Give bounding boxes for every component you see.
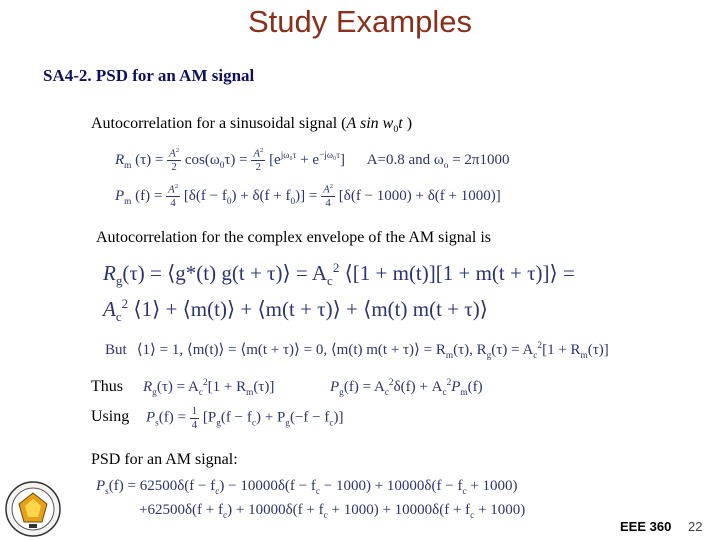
autocorr-sine-expr: A sin w [346, 115, 394, 132]
using-label: Using [91, 408, 130, 425]
eq2-body1: [δ(f − f [183, 188, 227, 205]
eq7-c-sub2: c [442, 388, 447, 398]
eq8-lhs: P [146, 409, 156, 426]
eq4-tail: ⟨1⟩ + ⟨m(t)⟩ + ⟨m(t + τ)⟩ + ⟨m(t) m(t + τ)⟩ [133, 297, 488, 321]
eq6-tail: [1 + R [207, 379, 247, 395]
eq6-end: (τ)] [253, 379, 275, 395]
eq9-l2-b4: + 1000) [474, 502, 526, 518]
university-seal-icon [2, 480, 64, 538]
equation-expectation-sum: $A_c^2$ ⟨1⟩ + ⟨m(t)⟩ + ⟨m(t + τ)⟩ + ⟨m(t) m(t + τ)⟩ [103, 296, 488, 325]
eq1-params-sub: o [443, 161, 449, 172]
eq7-m-sub: m [460, 388, 468, 398]
eq7-end: (f) [467, 379, 483, 395]
eq1-den-2: 2 [255, 161, 262, 174]
autocorr-sine-sub: 0 [393, 124, 399, 136]
eq3-mid: (τ) = ⟨g*(t) g(t + τ)⟩ = A [122, 261, 328, 285]
eq1-cos: cos(ω [184, 152, 220, 169]
eq2-frac1: $\frac{A^2}{4}$ [168, 183, 179, 210]
eq9-l2-b2: ) + 10000δ(f + f [227, 502, 324, 518]
eq8-end: )] [333, 409, 344, 426]
eq3-lhs-sub: g [115, 273, 123, 289]
eq5-body: ⟨1⟩ = 1, ⟨m(t)⟩ = ⟨m(t + τ)⟩ = 0, ⟨m(t) m(t + τ)⟩ = R [136, 342, 446, 358]
equation-ps-line2 [139, 502, 525, 521]
eq6-mid: (τ) = A [156, 379, 199, 395]
eq8-c-sub: c [251, 418, 256, 429]
eq9-l2-c2: c [323, 511, 328, 521]
eq8-body: [P [202, 409, 217, 426]
eq8-mid: (f) = [158, 409, 186, 426]
autocorr-sine-text: Autocorrelation for a sinusoidal signal ( [91, 115, 347, 132]
equation-rg-result: $R_g(\tau) = A_c^2[1 + R_m(\tau)]$ [143, 378, 275, 398]
eq2-a: A [168, 183, 175, 196]
eq1-bracket: [e [269, 152, 281, 169]
eq8-body2: (f − f [220, 409, 252, 426]
eq9-l2-c3: c [470, 511, 475, 521]
eq1-params-tail: = 2π1000 [448, 152, 510, 169]
equation-rg-expansion: $R_g(\tau)$ = ⟨g*(t) g(t + τ)⟩ = $A_c^2$ ⟨[1 + m(t)][1 + m(t + τ)]⟩ = [103, 260, 575, 289]
eq7-tail: δ(f) + A [393, 379, 443, 395]
eq1-frac1: $\frac{A^2}{2}$ [169, 147, 180, 174]
eq8-g-sub2: g [285, 418, 290, 429]
eq6-g-sub: g [152, 388, 157, 398]
eq1-close: ] [339, 152, 345, 169]
psd-am-label: PSD for an AM signal: [91, 451, 238, 468]
eq6-c-sub: c [198, 388, 203, 398]
eq9-l1-c2: c [315, 487, 321, 497]
autocorr-envelope-label: Autocorrelation for the complex envelope of the AM signal is [96, 229, 492, 246]
eq2-den-2: 4 [325, 197, 331, 210]
equation-rm [115, 148, 510, 173]
eq5-end: (τ)] [587, 342, 609, 358]
eq9-l1-b4: + 1000) [466, 478, 518, 494]
eq8-frac [190, 406, 199, 431]
eq7-c-sub: c [384, 388, 389, 398]
eq8-num: 1 [191, 405, 198, 417]
eq9-l2-b3: + 1000) + 10000δ(f + f [327, 502, 471, 518]
eq7-g-sub: g [339, 388, 344, 398]
eq9-l2-body: +62500δ(f + f [139, 502, 223, 518]
eq5-m-sub: m [445, 351, 454, 361]
eq5-mid2: (τ) = A [491, 342, 534, 358]
eq4-c-sub: c [115, 309, 122, 325]
eq1-exp1: jω₀τ [280, 151, 297, 162]
equation-but-conditions: But ⟨1⟩ = 1, ⟨m(t)⟩ = ⟨m(t + τ)⟩ = 0, ⟨m(t) m(t + τ)⟩ = $R_m(\tau)$, $R_g(\tau) = A_c^2[1 + R_m(\tau)]$ [105, 341, 609, 361]
eq2-body4: [δ(f − 1000) + δ(f + 1000)] [338, 188, 501, 205]
eq2-sub0-2: 0 [290, 197, 296, 208]
eq2-body3: )] = [295, 188, 318, 205]
eq1-plus: + e [296, 152, 320, 169]
slide-title: Study Examples [248, 4, 472, 39]
eq1-lhs: R [115, 152, 125, 169]
footer-course-label: EEE 360 [620, 519, 672, 534]
thus-label: Thus [91, 378, 123, 395]
eq5-c-sub: c [533, 351, 538, 361]
eq5-tail: [1 + R [542, 342, 581, 358]
eq3-tail: ⟨[1 + m(t)][1 + m(t + τ)]⟩ = [344, 261, 575, 285]
eq2-arg: (f) = [135, 188, 163, 205]
autocorr-sine-close: ) [402, 115, 413, 132]
eq9-lhs: P [96, 478, 106, 494]
eq1-cos-tail: τ) = [224, 152, 248, 169]
eq6-m-sub: m [246, 388, 254, 398]
eq7-mid: (f) = A [343, 379, 385, 395]
eq1-a-2: A [253, 147, 260, 160]
eq1-den: 2 [171, 161, 177, 174]
equation-ps-using [146, 406, 344, 431]
eq8-body3: ) + P [256, 409, 286, 426]
eq8-s-sub: s [155, 418, 159, 429]
eq7-p: P [451, 379, 461, 395]
eq8-den: 4 [191, 418, 198, 431]
eq9-l1-body: (f) = 62500δ(f − f [108, 478, 216, 494]
eq1-arg: (τ) = [135, 152, 164, 169]
slide-subtitle: SA4-2. PSD for an AM signal [43, 66, 255, 85]
eq3-c-sub: c [327, 273, 333, 289]
eq2-den: 4 [170, 197, 176, 210]
eq6-lhs: R [143, 379, 153, 395]
autocorr-sine-label [91, 115, 412, 135]
eq5-mid: (τ), R [453, 342, 487, 358]
eq8-g-sub: g [216, 418, 221, 429]
eq7-lhs: P [330, 379, 340, 395]
equation-pg-result: $P_g(f) = A_c^2\delta(f) + A_c^2P_m(f)$ [330, 378, 483, 398]
eq1-lhs-sub: m [124, 161, 132, 172]
eq5-m-sub2: m [580, 351, 588, 361]
eq2-a-2: A [323, 183, 330, 196]
eq2-lhs: P [115, 188, 125, 205]
eq4-a: A [103, 297, 116, 321]
eq1-a: A [169, 147, 176, 160]
equation-pm [115, 184, 501, 209]
eq2-frac2: $\frac{A^2}{4}$ [323, 183, 334, 210]
eq5-g-sub: g [486, 351, 492, 361]
eq1-params: A=0.8 and ω [366, 152, 444, 169]
eq1-frac2: $\frac{A^2}{2}$ [253, 147, 264, 174]
eq9-l1-c3: c [462, 487, 467, 497]
eq1-exp2: −jω₀τ [319, 151, 340, 162]
eq9-l2-c1: c [222, 511, 228, 521]
eq1-cos-sub: 0 [219, 161, 225, 172]
footer-page-number: 22 [688, 519, 703, 534]
eq2-lhs-sub: m [124, 197, 132, 208]
eq8-c-sub2: c [329, 418, 334, 429]
eq8-body4: (−f − f [289, 409, 330, 426]
eq9-l1-b3: − 1000) + 10000δ(f − f [320, 478, 463, 494]
eq9-l1-b2: ) − 10000δ(f − f [219, 478, 316, 494]
eq2-body2: ) + δ(f + f [231, 188, 291, 205]
eq9-s-sub: s [105, 487, 109, 497]
eq9-l1-c1: c [215, 487, 220, 497]
eq3-lhs: R [103, 261, 116, 285]
autocorr-sine-t: t [398, 115, 403, 132]
equation-ps-line1 [96, 478, 518, 497]
eq5-but: But [105, 342, 127, 358]
eq2-sub0: 0 [226, 197, 232, 208]
